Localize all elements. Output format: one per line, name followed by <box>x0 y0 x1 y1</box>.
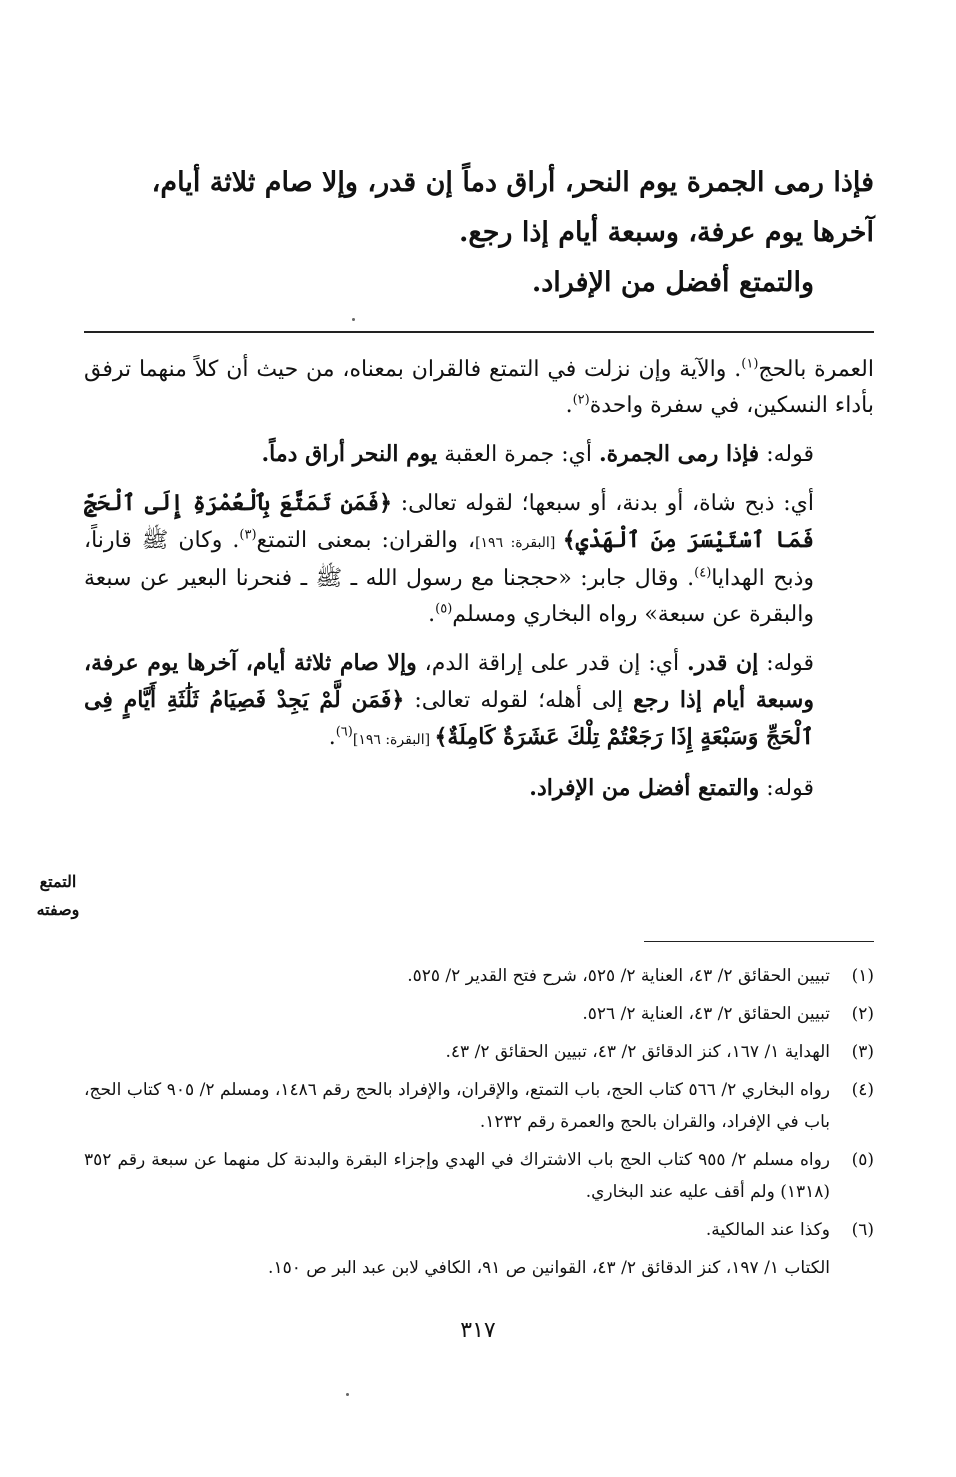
footnote-text: الهداية ١/ ١٦٧، كنز الدقائق ٢/ ٤٣، تبيين الحقائق ٢/ ٤٣. <box>445 1042 830 1062</box>
commentary-text-run: ، والقران: بمعنى التمتع <box>256 528 476 553</box>
footnote-divider <box>644 941 874 942</box>
footnote-text: تبيين الحقائق ٢/ ٤٣، العناية ٢/ ٥٢٦. <box>582 1004 830 1024</box>
page-number: ٣١٧ <box>460 1318 496 1343</box>
matn-quote: وإلا صام ثلاثة أيام، آخرها يوم عرفة، وسبعة أيام إذا رجع <box>84 650 814 713</box>
footnote-ref: (٢) <box>572 392 590 408</box>
qawluhu-label: قوله: <box>759 442 814 467</box>
matn-divider <box>84 331 874 333</box>
footnote-number: (٤) <box>851 1080 874 1100</box>
footnote <box>84 1036 874 1068</box>
footnote-number: (٣) <box>851 1042 874 1062</box>
footnote-number: (٢) <box>851 1004 874 1024</box>
footnote <box>84 1214 874 1246</box>
matn-quote: يوم النحر أراق دماً. <box>261 441 438 467</box>
footnote <box>84 1074 874 1138</box>
quran-verse: ﴿فَمَن تَمَتَّعَ بِٱلْعُمْرَةِ إِلَى ٱلْحَجِّ فَمَا ٱسْتَيْسَرَ مِنَ ٱلْهَدْيِ﴾ <box>84 490 814 553</box>
commentary-text-run: . وقال جابر: «حججنا مع رسول الله ـ ﷺ ـ فنحرنا البعير عن سبعة والبقرة عن سبعة» رواه البخاري ومسلم <box>84 566 814 627</box>
footnote <box>84 998 874 1030</box>
commentary-text-run: أي: إن قدر على إراقة الدم، <box>416 651 688 676</box>
commentary-text-run: أي: جمرة العقبة <box>437 442 599 467</box>
footnote-number: (٦) <box>851 1220 874 1240</box>
footnote-ref: (١) <box>741 356 759 372</box>
commentary-text <box>84 352 874 819</box>
quran-verse: ﴿فَمَن لَّمْ يَجِدْ فَصِيَامُ ثَلَٰثَةِ أَيَّامٍ فِى ٱلْحَجِّ وَسَبْعَةٍ إِذَا رَجَعْتُمْ تِلْكَ عَشَرَةٌ كَامِلَةٌ﴾ <box>84 687 814 750</box>
commentary-text-run: . والآية وإن نزلت في التمتع فالقران بمعناه، من حيث أن كلاً منهما ترفق بأداء النسكين، في سفرة واحدة <box>84 357 874 418</box>
commentary-text-run: . <box>328 725 336 750</box>
footnote-number: (٥) <box>851 1150 874 1170</box>
footnote-text: وكذا عند المالكية. <box>705 1220 830 1240</box>
commentary-text-run: العمرة بالحج <box>758 357 874 382</box>
footnote <box>84 960 874 992</box>
commentary-text-run: . <box>565 393 573 418</box>
matn-text <box>84 158 874 308</box>
verse-reference: [البقرة: ١٩٦] <box>475 535 563 551</box>
matn-line: والتمتع أفضل من الإفراد. <box>531 267 814 298</box>
scan-speck <box>352 318 355 321</box>
matn-line: فإذا رمى الجمرة يوم النحر، أراق دماً إن قدر، وإلا صام ثلاثة أيام، <box>151 167 874 198</box>
matn-quote: والتمتع أفضل من الإفراد. <box>529 775 760 801</box>
footnote-ref: (٥) <box>435 601 453 617</box>
footnote-number: (١) <box>851 966 874 986</box>
scan-speck <box>346 1393 349 1396</box>
footnote-ref: (٦) <box>335 724 353 740</box>
matn-quote: فإذا رمى الجمرة. <box>598 441 760 467</box>
verse-reference: [البقرة: ١٩٦] <box>352 732 435 748</box>
footnote <box>84 1144 874 1208</box>
commentary-text-run: إلى أهله؛ لقوله تعالى: <box>404 688 634 713</box>
footnote-text: رواه البخاري ٢/ ٥٦٦ كتاب الحج، باب التمتع، والإقران، والإفراد بالحج رقم ١٤٨٦، ومسلم ٢/ ٩٠٥ كتاب الحج، باب في الإفراد، والقران بالحج والعمرة رقم ١٢٣٢. <box>84 1080 830 1132</box>
footnote-ref: (٣) <box>239 527 257 543</box>
margin-heading-line: وصفته <box>36 900 80 919</box>
qawluhu-label: قوله: <box>759 776 814 801</box>
margin-heading-line: التمتع <box>39 872 77 891</box>
footnotes <box>84 960 874 1284</box>
margin-heading <box>18 868 98 924</box>
commentary-paragraph <box>84 645 874 758</box>
commentary-text-run: . وكان ﷺ قارناً، وذبح الهدايا <box>84 528 815 591</box>
commentary-paragraph <box>84 436 874 473</box>
footnote-ref: (٤) <box>694 565 712 581</box>
footnote-text: رواه مسلم ٢/ ٩٥٥ كتاب الحج باب الاشتراك في الهدي وإجزاء البقرة والبدنة كل منهما عن سبعة رقم ٣٥٢ (١٣١٨) ولم أقف عليه عند البخاري. <box>84 1150 830 1202</box>
commentary-paragraph <box>84 352 874 424</box>
commentary-text-run: أي: ذبح شاة، أو بدنة، أو سبعها؛ لقوله تعالى: <box>392 491 815 516</box>
footnote-text: تبيين الحقائق ٢/ ٤٣، العناية ٢/ ٥٢٥، شرح فتح القدير ٢/ ٥٢٥. <box>407 966 830 986</box>
commentary-paragraph <box>84 770 874 807</box>
footnote-continuation: الكتاب ١/ ١٩٧، كنز الدقائق ٢/ ٤٣، القوانين ص ٩١، الكافي لابن عبد البر ص ١٥٠. <box>268 1258 830 1278</box>
matn-line: آخرها يوم عرفة، وسبعة أيام إذا رجع. <box>458 217 874 248</box>
matn-quote: إن قدر. <box>687 650 759 676</box>
qawluhu-label: قوله: <box>758 651 814 676</box>
commentary-text-run: . <box>428 602 436 627</box>
commentary-paragraph <box>84 485 874 633</box>
